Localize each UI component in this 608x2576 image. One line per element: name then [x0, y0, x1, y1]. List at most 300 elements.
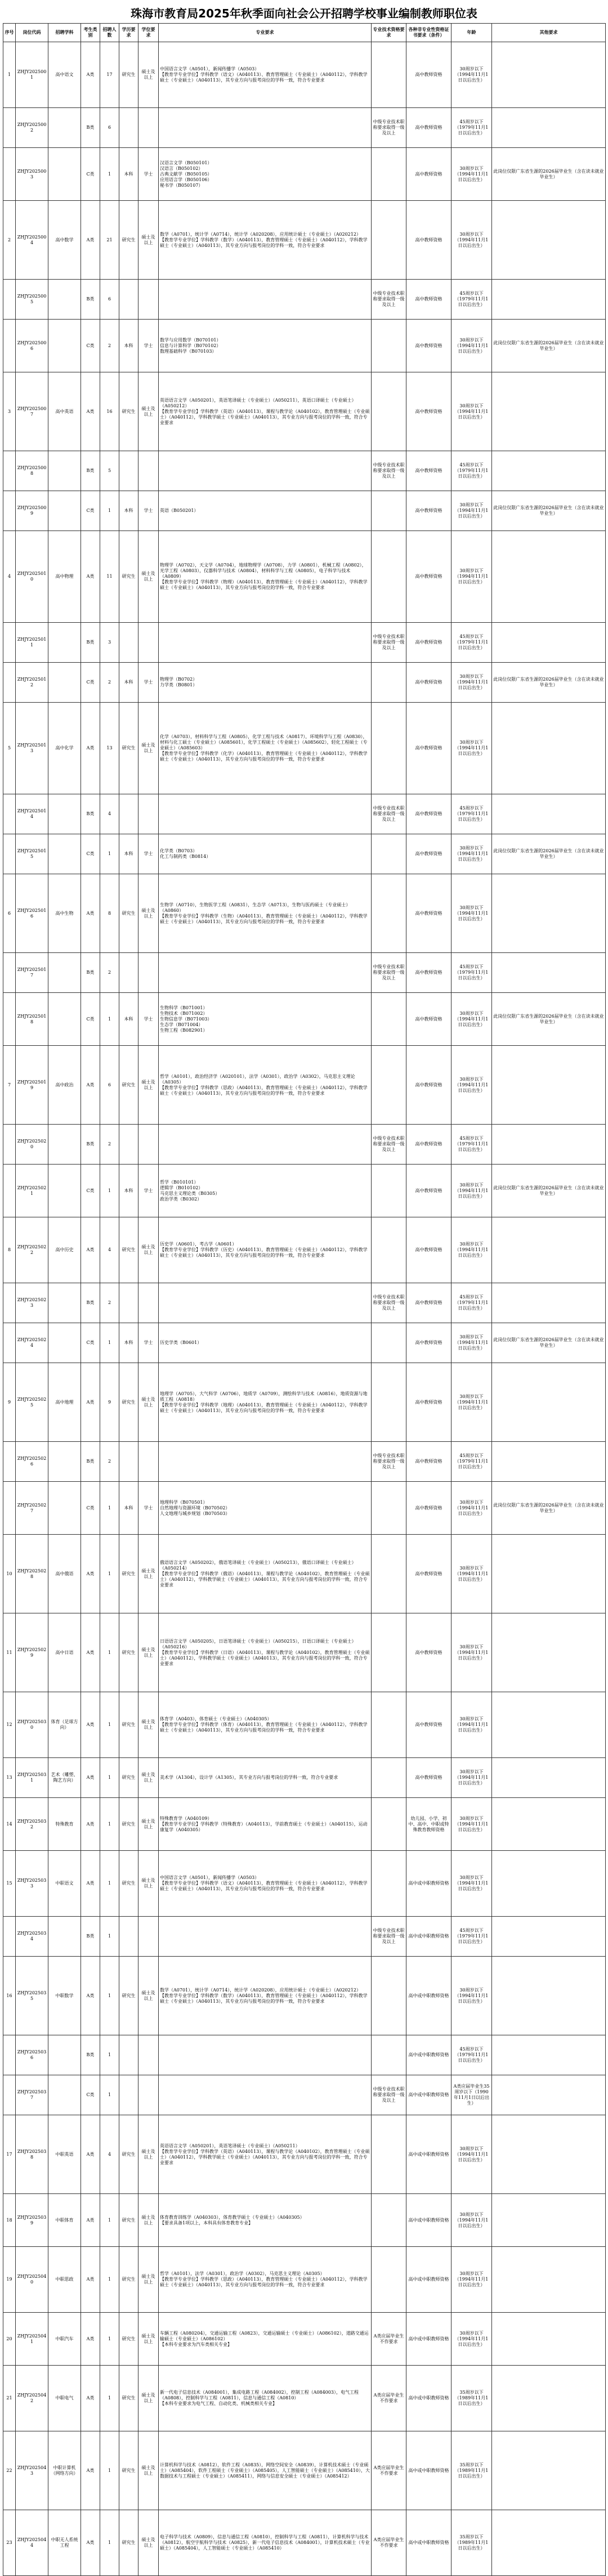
cell-code: ZHJY2025019: [16, 1046, 48, 1125]
cell-other: 此岗位仅限广东省生源的2026届毕业生（含在读未就业毕业生）: [492, 993, 606, 1046]
cell-age: 30周岁以下（1994年11月1日以后出生）: [451, 1482, 492, 1535]
cell-subject: [48, 1125, 81, 1165]
cell-seq: 8: [3, 1217, 16, 1283]
cell-age: 30周岁以下（1994年11月1日以后出生）: [451, 148, 492, 201]
cell-other: [492, 2313, 606, 2366]
cell-count: 1: [100, 1917, 119, 1957]
cell-major: 俄语语言文学（A050202），俄语笔译硕士（专业硕士）（A050213），俄语口译硕士（专业硕士）（A050214） 【教育学专业学位】学科教学（俄语）（A040113），课程与教学论（A040102），教育管理硕士（专业硕士）（A040112），学科教学硕士（专业硕士）（A040113），其专业方向与报考岗位的学科一致，符合专业要求: [159, 1535, 372, 1613]
cell-code: ZHJY2025004: [16, 201, 48, 280]
cell-major: [159, 1917, 372, 1957]
cell-subject: 中职体育: [48, 2194, 81, 2247]
cell-certificate: 高中教师资格: [406, 491, 451, 531]
cell-title-requirement: 中级专业技术职称要求取得一级及以上: [372, 953, 406, 993]
cell-education: 本科: [119, 1482, 138, 1535]
cell-title-requirement: 中级专业技术职称要求取得一级及以上: [372, 1442, 406, 1482]
cell-other: [492, 1957, 606, 2035]
cell-certificate: 高中教师资格: [406, 663, 451, 703]
cell-title-requirement: 中级专业技术职称要求取得一级及以上: [372, 108, 406, 148]
cell-other: [492, 1692, 606, 1758]
cell-age: 45周岁以下（1979年11月1日以后出生）: [451, 451, 492, 491]
cell-seq: 12: [3, 1692, 16, 1758]
cell-seq: [3, 794, 16, 834]
cell-major: 历史学类（B0601）: [159, 1323, 372, 1363]
cell-age: 45周岁以下（1979年11月1日以后出生）: [451, 1125, 492, 1165]
cell-education: [119, 1283, 138, 1323]
cell-category: C类: [81, 1165, 100, 1217]
cell-other: 此岗位仅限广东省生源的2026届毕业生（含在读未就业毕业生）: [492, 1323, 606, 1363]
cell-code: ZHJY2025032: [16, 1798, 48, 1851]
table-row: [3, 1283, 606, 1323]
cell-code: ZHJY2025025: [16, 1363, 48, 1442]
cell-subject: 中职语文: [48, 1851, 81, 1917]
cell-subject: [48, 108, 81, 148]
cell-seq: 13: [3, 1758, 16, 1798]
cell-certificate: 高中教师资格: [406, 703, 451, 794]
cell-degree: [138, 280, 159, 320]
table-row: [3, 1363, 606, 1442]
cell-certificate: 高中教师资格: [406, 834, 451, 874]
cell-certificate: 高中教师资格: [406, 531, 451, 623]
cell-code: ZHJY2025030: [16, 1692, 48, 1758]
cell-code: ZHJY2025012: [16, 663, 48, 703]
cell-major: [159, 280, 372, 320]
cell-certificate: 高中教师资格: [406, 108, 451, 148]
cell-age: 35周岁以下（1989年11月1日以后出生）: [451, 2431, 492, 2510]
cell-degree: 学士: [138, 491, 159, 531]
cell-major: 物理学（A0702），天文学（A0704），地球物理学（A0708），力学（A0801），机械工程（A0802），光学工程（A0803），仪器科学与技术（A0804），材料科学与工程（A0805），电子科学与技术（A0809） 【教育学专业学位】学科教学（物理）（A040113），教育管理硕士（专业硕士）（A040112），学科教学硕士（专业硕士）（A040113），其专业方向与报考岗位的学科一致，符合专业要求: [159, 531, 372, 623]
cell-education: 研究生: [119, 2313, 138, 2366]
cell-age: 45周岁以下（1979年11月1日以后出生）: [451, 2035, 492, 2075]
cell-certificate: 高中教师资格: [406, 1535, 451, 1613]
cell-education: [119, 1917, 138, 1957]
cell-education: 研究生: [119, 1363, 138, 1442]
cell-other: [492, 372, 606, 451]
cell-education: 研究生: [119, 2115, 138, 2194]
table-row: [3, 834, 606, 874]
cell-subject: [48, 953, 81, 993]
cell-count: 2: [100, 663, 119, 703]
cell-title-requirement: [372, 531, 406, 623]
cell-certificate: 高中或中职教师资格: [406, 2431, 451, 2510]
cell-age: 30周岁以下（1994年11月1日以后出生）: [451, 1692, 492, 1758]
cell-certificate: 高中教师资格: [406, 1363, 451, 1442]
cell-code: ZHJY2025001: [16, 42, 48, 108]
cell-code: ZHJY2025002: [16, 108, 48, 148]
cell-major: 化学类（B0703） 化工与制药类（B0814）: [159, 834, 372, 874]
cell-category: B类: [81, 451, 100, 491]
cell-other: 此岗位仅限广东省生源的2026届毕业生（含在读未就业毕业生）: [492, 320, 606, 372]
cell-code: ZHJY2025015: [16, 834, 48, 874]
cell-age: 30周岁以下（1994年11月1日以后出生）: [451, 1758, 492, 1798]
table-body: [3, 42, 606, 2576]
cell-title-requirement: [372, 1046, 406, 1125]
cell-education: 研究生: [119, 1758, 138, 1798]
cell-degree: [138, 1442, 159, 1482]
cell-major: [159, 108, 372, 148]
cell-major: 物理学（B0702） 力学类（B0801）: [159, 663, 372, 703]
cell-certificate: 高中教师资格: [406, 1125, 451, 1165]
cell-subject: [48, 1323, 81, 1363]
cell-code: ZHJY2025023: [16, 1283, 48, 1323]
cell-degree: [138, 2075, 159, 2115]
cell-category: A类: [81, 2510, 100, 2576]
cell-title-requirement: [372, 148, 406, 201]
cell-code: ZHJY2025031: [16, 1758, 48, 1798]
cell-age: 30周岁以下（1994年11月1日以后出生）: [451, 1165, 492, 1217]
cell-age: 45周岁以下（1979年11月1日以后出生）: [451, 1283, 492, 1323]
cell-education: 研究生: [119, 531, 138, 623]
cell-certificate: 高中教师资格: [406, 320, 451, 372]
cell-category: A类: [81, 1798, 100, 1851]
cell-count: 1: [100, 1323, 119, 1363]
cell-certificate: 高中或中职教师资格: [406, 1917, 451, 1957]
cell-category: A类: [81, 2313, 100, 2366]
cell-other: 此岗位仅限广东省生源的2026届毕业生（含在读未就业毕业生）: [492, 148, 606, 201]
cell-count: 13: [100, 703, 119, 794]
cell-category: B类: [81, 794, 100, 834]
cell-education: [119, 451, 138, 491]
cell-major: 计算机科学与技术（A0812），软件工程（A0835），网络空间安全（A0839），计算机技术硕士（专业硕士）（A085404），软件工程硕士（专业硕士）（A085405），人工智能硕士（专业硕士）（A085410），大数据技术与工程硕士（专业硕士）（A085411），网络与信息安全硕士（专业硕士）（A085412）: [159, 2431, 372, 2510]
cell-count: 4: [100, 2115, 119, 2194]
cell-title-requirement: [372, 1217, 406, 1283]
header-age: 年龄: [451, 24, 492, 42]
cell-category: B类: [81, 280, 100, 320]
cell-major: [159, 451, 372, 491]
cell-degree: 硕士及以上: [138, 2115, 159, 2194]
cell-age: 30周岁以下（1994年11月1日以后出生）: [451, 874, 492, 953]
cell-category: B类: [81, 108, 100, 148]
cell-category: A类: [81, 2431, 100, 2510]
table-row: [3, 1917, 606, 1957]
cell-certificate: 高中教师资格: [406, 280, 451, 320]
cell-major: 数学与应用数学（B070101） 信息与计算科学（B070102） 数理基础科学（B070103）: [159, 320, 372, 372]
cell-other: 此岗位仅限广东省生源的2026届毕业生（含在读未就业毕业生）: [492, 1165, 606, 1217]
cell-certificate: 高中教师资格: [406, 1323, 451, 1363]
cell-seq: 2: [3, 201, 16, 280]
cell-seq: 23: [3, 2510, 16, 2576]
cell-title-requirement: 中级专业技术职称要求取得一级及以上: [372, 1283, 406, 1323]
cell-education: 研究生: [119, 2366, 138, 2431]
cell-count: 6: [100, 280, 119, 320]
cell-other: [492, 1758, 606, 1798]
table-row: [3, 531, 606, 623]
table-row: [3, 2075, 606, 2115]
cell-seq: 10: [3, 1535, 16, 1613]
cell-certificate: 高中教师资格: [406, 1046, 451, 1125]
cell-major: 美术学（A1304），设计学（A1305），其专业方向与报考岗位的学科一致，符合专业要求: [159, 1758, 372, 1798]
cell-age: 45周岁以下（1979年11月1日以后出生）: [451, 1917, 492, 1957]
cell-certificate: 高中教师资格: [406, 42, 451, 108]
cell-certificate: 高中教师资格: [406, 1692, 451, 1758]
cell-major: 英语语言文学（A050201），英语笔译硕士（专业硕士）（A050211） 【教育学专业学位】学科教学（英语）（A040113），课程与教学论（A040102），教育管理硕士（专业硕士）（A040112），学科教学硕士（专业硕士）（A040113），其专业方向与报考岗位的学科一致，符合专业要求: [159, 2115, 372, 2194]
cell-seq: [3, 2075, 16, 2115]
cell-major: [159, 2075, 372, 2115]
cell-age: 45周岁以下（1979年11月1日以后出生）: [451, 623, 492, 663]
cell-seq: 20: [3, 2313, 16, 2366]
cell-certificate: 高中教师资格: [406, 794, 451, 834]
cell-degree: [138, 1125, 159, 1165]
cell-education: 研究生: [119, 201, 138, 280]
cell-certificate: 高中或中职教师资格: [406, 2035, 451, 2075]
cell-title-requirement: A类应届毕业生不作要求: [372, 2510, 406, 2576]
table-row: [3, 1323, 606, 1363]
cell-education: 本科: [119, 834, 138, 874]
cell-seq: [3, 1283, 16, 1323]
cell-degree: 学士: [138, 1482, 159, 1535]
cell-count: 1: [100, 1851, 119, 1917]
table-row: [3, 148, 606, 201]
cell-subject: [48, 834, 81, 874]
cell-age: 30周岁以下（1994年11月1日以后出生）: [451, 491, 492, 531]
cell-category: A类: [81, 201, 100, 280]
cell-seq: [3, 1165, 16, 1217]
cell-seq: [3, 993, 16, 1046]
cell-major: [159, 953, 372, 993]
cell-major: 哲学（A0101），政治经济学（A020101），法学（A0301），政治学（A0302），马克思主义理论（A0305） 【教育学专业学位】学科教学（思政）（A040113），教育管理硕士（专业硕士）（A040112），学科教学硕士（专业硕士）（A040113），其专业方向与报考岗位的学科一致，符合专业要求: [159, 1046, 372, 1125]
cell-other: [492, 1442, 606, 1482]
cell-major: 哲学（A0101），法学（A0301），政治学（A0302），马克思主义理论（A0305） 【教育学专业学位】学科教学（思政）（A040113），教育管理硕士（专业硕士）（A040112），学科教学硕士（专业硕士）（A040113），其专业方向与报考岗位的学科一致，符合专业要求: [159, 2247, 372, 2313]
cell-title-requirement: [372, 491, 406, 531]
cell-count: 1: [100, 1165, 119, 1217]
table-row: [3, 2366, 606, 2431]
cell-education: 研究生: [119, 2194, 138, 2247]
cell-seq: [3, 320, 16, 372]
cell-title-requirement: 中级专业技术职称要求取得一级及以上: [372, 2075, 406, 2115]
cell-other: [492, 1535, 606, 1613]
cell-count: 1: [100, 2431, 119, 2510]
cell-title-requirement: [372, 2194, 406, 2247]
cell-seq: [3, 451, 16, 491]
cell-degree: 硕士及以上: [138, 201, 159, 280]
cell-seq: [3, 2035, 16, 2075]
cell-degree: 硕士及以上: [138, 2247, 159, 2313]
cell-seq: 15: [3, 1851, 16, 1917]
table-row: [3, 623, 606, 663]
cell-subject: 特殊教育: [48, 1798, 81, 1851]
cell-other: [492, 2431, 606, 2510]
cell-other: [492, 1363, 606, 1442]
cell-degree: 学士: [138, 148, 159, 201]
cell-education: 本科: [119, 993, 138, 1046]
cell-seq: [3, 1442, 16, 1482]
cell-code: ZHJY2025016: [16, 874, 48, 953]
cell-code: ZHJY2025003: [16, 148, 48, 201]
cell-category: C类: [81, 148, 100, 201]
table-header-row: [3, 24, 606, 42]
cell-education: [119, 108, 138, 148]
table-row: [3, 794, 606, 834]
cell-category: A类: [81, 703, 100, 794]
cell-education: 研究生: [119, 1613, 138, 1692]
header-category: 考生类别: [81, 24, 100, 42]
cell-seq: [3, 623, 16, 663]
cell-education: 本科: [119, 320, 138, 372]
cell-seq: 21: [3, 2366, 16, 2431]
header-subject: 招聘学科: [48, 24, 81, 42]
cell-code: ZHJY2025018: [16, 993, 48, 1046]
cell-certificate: 高中或中职教师资格: [406, 2247, 451, 2313]
cell-code: ZHJY2025024: [16, 1323, 48, 1363]
cell-other: [492, 1046, 606, 1125]
cell-major: [159, 1283, 372, 1323]
cell-age: 30周岁以下（1994年11月1日以后出生）: [451, 531, 492, 623]
cell-category: C类: [81, 834, 100, 874]
cell-education: 研究生: [119, 1957, 138, 2035]
cell-category: B类: [81, 623, 100, 663]
cell-age: 45周岁以下（1979年11月1日以后出生）: [451, 108, 492, 148]
table-row: [3, 2313, 606, 2366]
cell-age: 35周岁以下（1989年11月1日以后出生）: [451, 2510, 492, 2576]
cell-other: [492, 2035, 606, 2075]
cell-age: 30周岁以下（1994年11月1日以后出生）: [451, 201, 492, 280]
cell-subject: [48, 794, 81, 834]
cell-other: [492, 703, 606, 794]
cell-certificate: 高中教师资格: [406, 1613, 451, 1692]
cell-seq: 3: [3, 372, 16, 451]
table-row: [3, 1125, 606, 1165]
cell-certificate: 高中教师资格: [406, 148, 451, 201]
cell-category: A类: [81, 1613, 100, 1692]
cell-education: [119, 1125, 138, 1165]
cell-title-requirement: [372, 320, 406, 372]
cell-category: A类: [81, 2247, 100, 2313]
cell-major: 英语（B050201）: [159, 491, 372, 531]
header-major: 专业要求: [159, 24, 372, 42]
cell-title-requirement: [372, 834, 406, 874]
cell-age: 30周岁以下（1994年11月1日以后出生）: [451, 1046, 492, 1125]
cell-certificate: 高中或中职教师资格: [406, 1851, 451, 1917]
cell-title-requirement: 中级专业技术职称要求取得一级及以上: [372, 1125, 406, 1165]
cell-major: 电子科学与技术（A0809），信息与通信工程（A0810），控制科学与工程（A0811），计算机科学与技术（A0812），航空宇航科学与技术（A0825），新一代电子信息技术（A084001），计算机技术硕士（专业硕士）（A085404），人工智能硕士（专业硕士）（A085410）: [159, 2510, 372, 2576]
header-certificate: 各种非专业性资格证书要求（条件）: [406, 24, 451, 42]
cell-major: 历史学（A0601），考古学（A0601） 【教育学专业学位】学科教学（历史）（A040113），教育管理硕士（专业硕士）（A040112），学科教学硕士（专业硕士）（A040113），其专业方向与报考岗位的学科一致，符合专业要求: [159, 1217, 372, 1283]
cell-seq: 7: [3, 1046, 16, 1125]
cell-certificate: 高中教师资格: [406, 1165, 451, 1217]
cell-seq: [3, 148, 16, 201]
cell-category: B类: [81, 1283, 100, 1323]
cell-count: 11: [100, 531, 119, 623]
cell-certificate: 高中教师资格: [406, 1482, 451, 1535]
cell-other: [492, 953, 606, 993]
cell-code: ZHJY2025022: [16, 1217, 48, 1283]
cell-title-requirement: 中级专业技术职称要求取得一级及以上: [372, 1917, 406, 1957]
cell-category: A类: [81, 531, 100, 623]
cell-age: 30周岁以下（1994年11月1日以后出生）: [451, 1957, 492, 2035]
cell-count: 1: [100, 1692, 119, 1758]
cell-seq: [3, 491, 16, 531]
cell-age: 45周岁以下（1979年11月1日以后出生）: [451, 280, 492, 320]
cell-major: [159, 1442, 372, 1482]
cell-category: A类: [81, 1851, 100, 1917]
cell-education: [119, 1442, 138, 1482]
cell-degree: 硕士及以上: [138, 1363, 159, 1442]
cell-certificate: 高中或中职教师资格: [406, 1957, 451, 2035]
cell-count: 6: [100, 1046, 119, 1125]
cell-category: A类: [81, 1046, 100, 1125]
cell-code: ZHJY2025021: [16, 1165, 48, 1217]
cell-seq: [3, 108, 16, 148]
cell-degree: [138, 1917, 159, 1957]
cell-certificate: 高中或中职教师资格: [406, 2313, 451, 2366]
table-row: [3, 1165, 606, 1217]
cell-degree: 硕士及以上: [138, 1758, 159, 1798]
cell-degree: 学士: [138, 993, 159, 1046]
cell-degree: 硕士及以上: [138, 2510, 159, 2576]
cell-seq: [3, 834, 16, 874]
cell-subject: 体育（足球方向）: [48, 1692, 81, 1758]
cell-title-requirement: A类应届毕业生不作要求: [372, 2313, 406, 2366]
cell-code: ZHJY2025028: [16, 1535, 48, 1613]
table-row: [3, 280, 606, 320]
cell-subject: [48, 1165, 81, 1217]
cell-education: 本科: [119, 148, 138, 201]
cell-seq: 14: [3, 1798, 16, 1851]
cell-count: 1: [100, 2075, 119, 2115]
cell-subject: 中职数学: [48, 1957, 81, 2035]
cell-count: 21: [100, 201, 119, 280]
cell-count: 3: [100, 623, 119, 663]
cell-subject: 高中物理: [48, 531, 81, 623]
cell-code: ZHJY2025006: [16, 320, 48, 372]
cell-education: 研究生: [119, 2247, 138, 2313]
cell-title-requirement: [372, 1535, 406, 1613]
cell-education: 研究生: [119, 1851, 138, 1917]
cell-count: 4: [100, 1217, 119, 1283]
cell-subject: [48, 1442, 81, 1482]
cell-title-requirement: [372, 1613, 406, 1692]
cell-degree: [138, 623, 159, 663]
cell-category: A类: [81, 874, 100, 953]
cell-category: A类: [81, 1957, 100, 2035]
cell-age: 30周岁以下（1994年11月1日以后出生）: [451, 372, 492, 451]
table-row: [3, 953, 606, 993]
header-degree: 学位要求: [138, 24, 159, 42]
cell-age: 30周岁以下（1994年11月1日以后出生）: [451, 663, 492, 703]
cell-other: [492, 2194, 606, 2247]
cell-count: 2: [100, 1442, 119, 1482]
cell-other: [492, 623, 606, 663]
cell-title-requirement: [372, 372, 406, 451]
cell-count: 17: [100, 42, 119, 108]
cell-title-requirement: [372, 2035, 406, 2075]
cell-other: [492, 1798, 606, 1851]
cell-major: 体育学（A0403），体育硕士（专业硕士）（A040305） 【教育学专业学位】学科教学（体育）（A040113），教育管理硕士（专业硕士）（A040112），学科教学硕士（专业硕士）（A040113），其专业方向与报考岗位的学科一致，符合专业要求: [159, 1692, 372, 1758]
table-row: [3, 1692, 606, 1758]
cell-title-requirement: [372, 1851, 406, 1917]
cell-title-requirement: [372, 1165, 406, 1217]
cell-subject: 高中日语: [48, 1613, 81, 1692]
cell-other: 此岗位仅限广东省生源的2026届毕业生（含在读未就业毕业生）: [492, 1482, 606, 1535]
cell-subject: 高中政治: [48, 1046, 81, 1125]
cell-code: ZHJY2025043: [16, 2431, 48, 2510]
cell-count: 2: [100, 1283, 119, 1323]
cell-code: ZHJY2025009: [16, 491, 48, 531]
cell-count: 1: [100, 1613, 119, 1692]
cell-subject: [48, 148, 81, 201]
cell-other: [492, 201, 606, 280]
cell-count: 16: [100, 372, 119, 451]
cell-seq: 4: [3, 531, 16, 623]
cell-code: ZHJY2025007: [16, 372, 48, 451]
cell-degree: 硕士及以上: [138, 1535, 159, 1613]
cell-degree: 硕士及以上: [138, 1957, 159, 2035]
cell-subject: 高中历史: [48, 1217, 81, 1283]
cell-count: 2: [100, 953, 119, 993]
cell-category: A类: [81, 2366, 100, 2431]
cell-code: ZHJY2025041: [16, 2313, 48, 2366]
cell-count: 2: [100, 320, 119, 372]
cell-other: [492, 874, 606, 953]
